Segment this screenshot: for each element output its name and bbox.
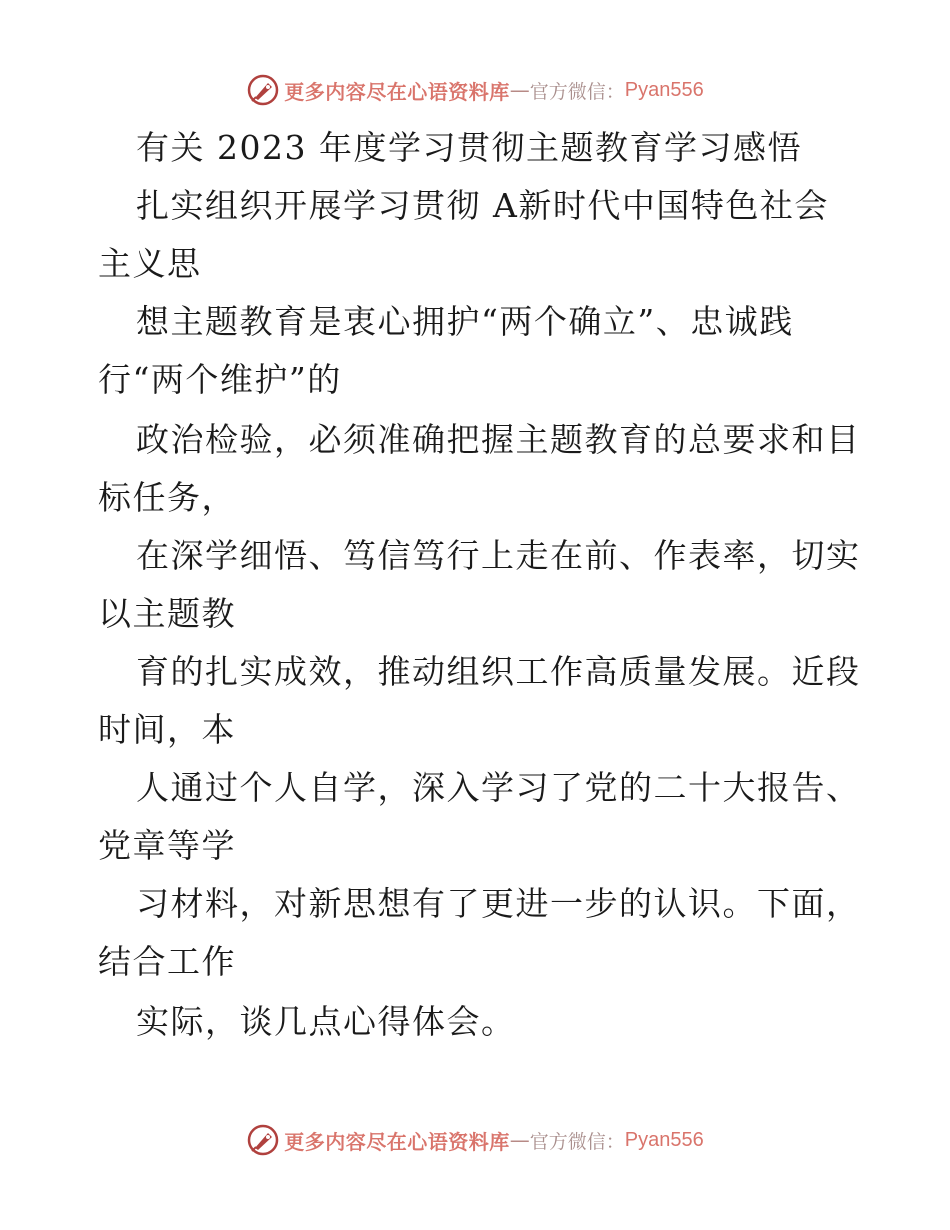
watermark-wechat-id: Pyan556 [624, 1128, 704, 1151]
watermark-main-text: 更多内容尽在心语资料库 [284, 79, 510, 104]
paragraph-line: 时间，本 [98, 710, 236, 749]
pen-nib-circle-icon [246, 73, 280, 107]
watermark-main-text: 更多内容尽在心语资料库 [284, 1129, 510, 1154]
paragraph-line: 结合工作 [98, 942, 236, 981]
paragraph-line: 人通过个人自学，深入学习了党的二十大报告、 [136, 768, 861, 807]
watermark-sub-text: 官方微信： [529, 80, 625, 103]
paragraph-line: 主义思 [98, 244, 202, 283]
document-title-line: 有关 2023 年度学习贯彻主题教育学习感悟 [136, 128, 802, 167]
footer-watermark [0, 1120, 950, 1160]
paragraph-line: 政治检验，必须准确把握主题教育的总要求和目 [136, 420, 861, 459]
watermark-wechat-id: Pyan556 [624, 78, 704, 101]
watermark-dash: — [509, 78, 530, 102]
paragraph-line: 党章等学 [98, 826, 236, 865]
paragraph-line: 扎实组织开展学习贯彻 A新时代中国特色社会 [136, 186, 829, 225]
watermark-dash: — [509, 1128, 530, 1152]
paragraph-line: 以主题教 [98, 594, 236, 633]
watermark-sub-text: 官方微信： [529, 1130, 625, 1153]
header-watermark [0, 70, 950, 110]
paragraph-line: 在深学细悟、笃信笃行上走在前、作表率，切实 [136, 536, 861, 575]
pen-nib-circle-icon [246, 1123, 280, 1157]
paragraph-line: 育的扎实成效，推动组织工作高质量发展。近段 [136, 652, 861, 691]
paragraph-line: 标任务， [98, 478, 236, 517]
paragraph-line: 习材料，对新思想有了更进一步的认识。下面， [136, 884, 861, 923]
paragraph-line: 行“两个维护”的 [98, 360, 342, 399]
paragraph-line: 想主题教育是衷心拥护“两个确立”、忠诚践 [136, 302, 794, 341]
paragraph-line: 实际，谈几点心得体会。 [136, 1002, 516, 1041]
